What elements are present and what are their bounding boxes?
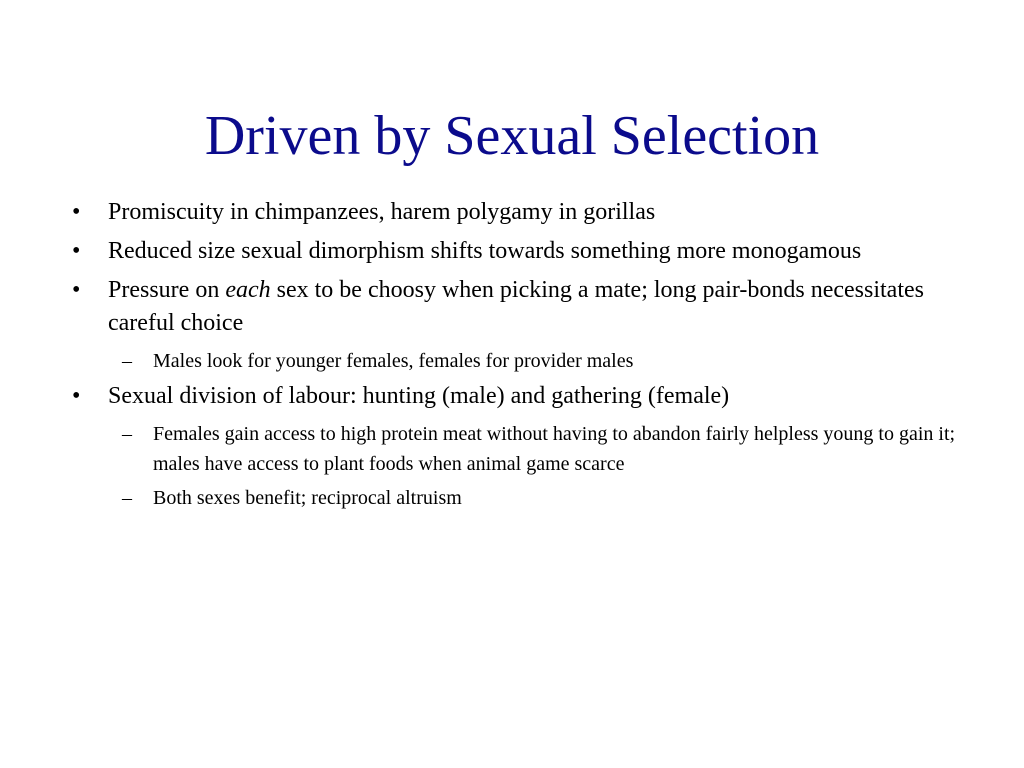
bullet-item — [72, 196, 972, 229]
bullet-item — [72, 274, 972, 340]
sub-bullet-text: Males look for younger females, females for provider males — [153, 350, 634, 372]
bullet-text-emphasis: each — [225, 277, 271, 303]
bullet-text-start: Pressure on — [108, 277, 226, 303]
sub-bullet-item — [72, 419, 972, 479]
sub-bullet-text: Both sexes benefit; reciprocal altruism — [153, 487, 462, 509]
bullet-text: Promiscuity in chimpanzees, harem polygamy in gorillas — [108, 199, 656, 225]
bullet-marker: • — [72, 238, 81, 264]
bullet-item — [72, 235, 972, 268]
bullet-marker: • — [72, 277, 81, 303]
bullet-item — [72, 380, 972, 413]
dash-marker: – — [122, 350, 132, 372]
bullet-text-end: sex to be choosy when picking a mate; long pair-bonds necessitates careful choice — [108, 277, 924, 336]
bullet-text: Sexual division of labour: hunting (male) and gathering (female) — [108, 383, 730, 409]
sub-bullet-item — [72, 346, 972, 376]
sub-bullet-text: Females gain access to high protein meat without having to abandon fairly helpless young to gain it; males have access to plant foods when animal game scarce — [153, 423, 956, 475]
dash-marker: – — [122, 423, 132, 445]
bullet-marker: • — [72, 199, 81, 225]
slide-body — [72, 196, 972, 517]
bullet-marker: • — [72, 383, 81, 409]
slide-title: Driven by Sexual Selection — [204, 105, 820, 167]
dash-marker: – — [122, 487, 132, 509]
sub-bullet-item — [72, 483, 972, 513]
bullet-text: Reduced size sexual dimorphism shifts towards something more monogamous — [108, 238, 862, 264]
